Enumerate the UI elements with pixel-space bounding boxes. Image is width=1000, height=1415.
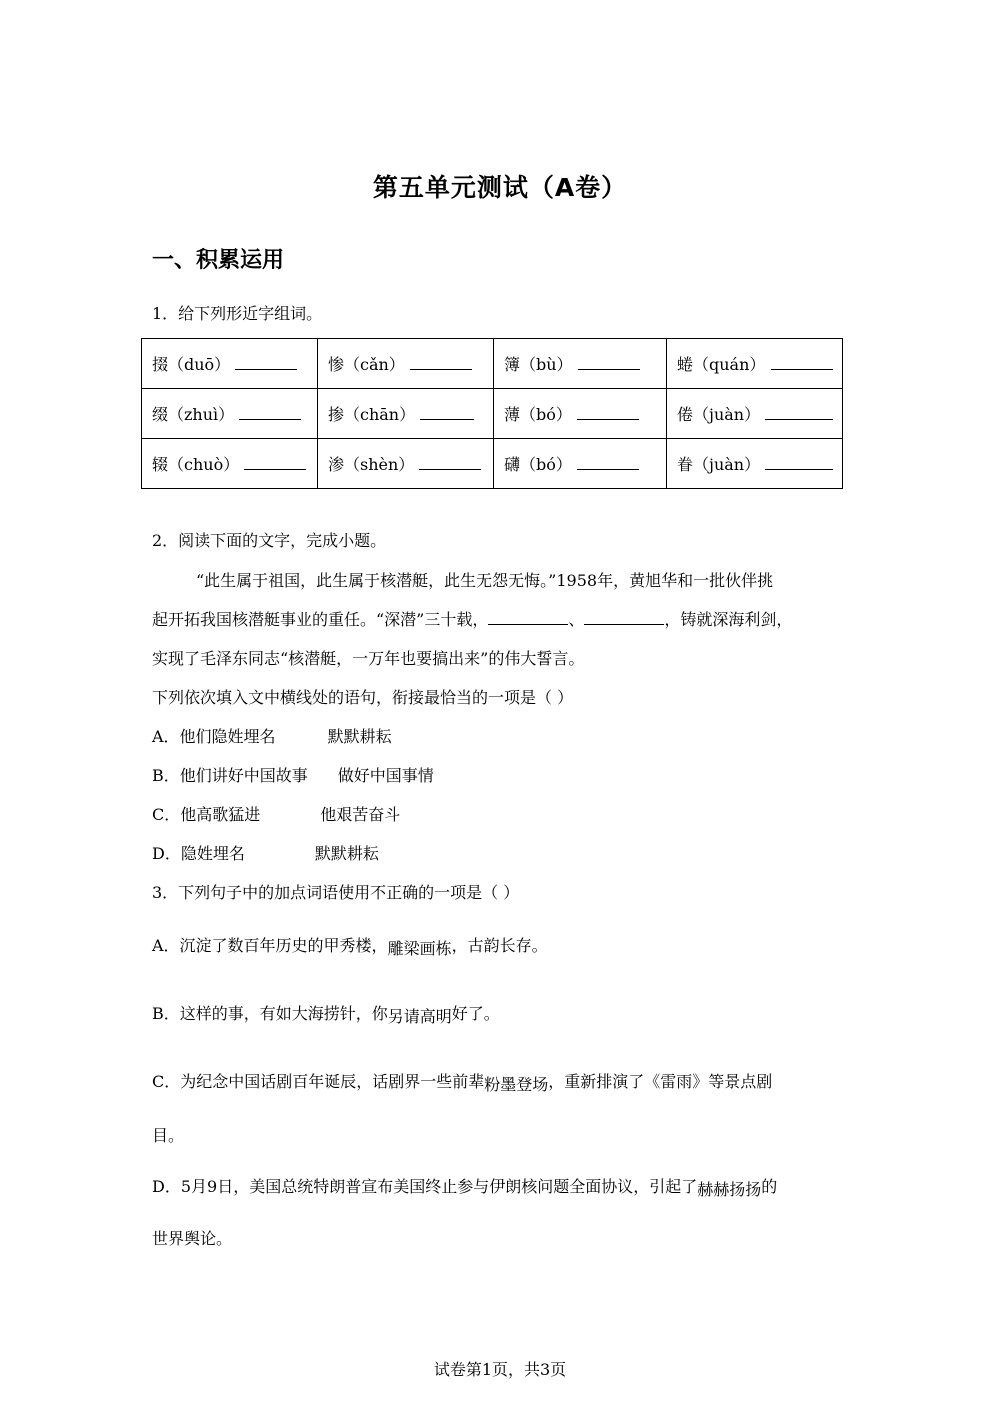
q3-option-b[interactable]: B．这样的事，有如大海捞针，你另请高明好了。 xyxy=(152,1004,500,1026)
table-row xyxy=(142,339,843,389)
dotted-word: 雕梁画栋 xyxy=(387,939,452,958)
question-2-stem: 下列依次填入文中横线处的语句，衔接最恰当的一项是（ ） xyxy=(152,688,574,707)
table-cell: 缀（zhuì） xyxy=(142,389,318,439)
question-3-prompt: 3．下列句子中的加点词语使用不正确的一项是（ ） xyxy=(152,883,520,902)
table-cell: 辍（chuò） xyxy=(142,439,318,489)
question-1-prompt: 1．给下列形近字组词。 xyxy=(152,304,323,323)
page-footer: 试卷第1页，共3页 xyxy=(433,1360,567,1379)
passage-line-2: 起开拓我国核潜艇事业的重任。“深潜”三十载， 、 ，铸就深海利剑， xyxy=(152,610,793,629)
option-d[interactable]: D．隐姓埋名 默默耕耘 xyxy=(152,844,379,863)
document-title: 第五单元测试（A卷） xyxy=(372,173,628,202)
option-b[interactable]: B．他们讲好中国故事 做好中国事情 xyxy=(152,766,434,785)
table-row xyxy=(142,389,843,439)
table-cell: 倦（juàn） xyxy=(667,389,843,439)
table-cell: 薄（bó） xyxy=(494,389,667,439)
table-cell: 掇（duō） xyxy=(142,339,318,389)
table-cell: 掺（chān） xyxy=(318,389,494,439)
question-2-prompt: 2．阅读下面的文字，完成小题。 xyxy=(152,531,387,550)
table-cell: 礴（bó） xyxy=(494,439,667,489)
table-cell: 眷（juàn） xyxy=(667,439,843,489)
section-heading: 一、积累运用 xyxy=(152,248,285,273)
table-cell: 簿（bù） xyxy=(494,339,667,389)
passage-line-1: “此生属于祖国，此生属于核潜艇，此生无怨无悔。”1958年，黄旭华和一批伙伴挑 xyxy=(196,571,774,590)
table-cell: 蜷（quán） xyxy=(667,339,843,389)
q3-option-c[interactable]: C．为纪念中国话剧百年诞辰，话剧界一些前辈粉墨登场，重新排演了《雷雨》等景点剧 xyxy=(152,1072,773,1094)
passage-line-3: 实现了毛泽东同志“核潜艇，一万年也要搞出来”的伟大誓言。 xyxy=(152,649,585,668)
table-row xyxy=(142,439,843,489)
option-c[interactable]: C．他高歌猛进 他艰苦奋斗 xyxy=(152,805,401,824)
dotted-word: 另请高明 xyxy=(387,1007,452,1026)
q3-option-a[interactable]: A．沉淀了数百年历史的甲秀楼，雕梁画栋，古韵长存。 xyxy=(152,936,548,958)
dotted-word: 赫赫扬扬 xyxy=(697,1180,762,1199)
option-a[interactable]: A．他们隐姓埋名 默默耕耘 xyxy=(152,727,392,746)
table-cell: 惨（cǎn） xyxy=(318,339,494,389)
q3-option-c-continued: 目。 xyxy=(152,1126,185,1145)
q3-option-d[interactable]: D．5月9日，美国总统特朗普宣布美国终止参与伊朗核问题全面协议，引起了赫赫扬扬的 xyxy=(152,1177,778,1199)
word-table xyxy=(141,338,843,489)
table-cell: 渗（shèn） xyxy=(318,439,494,489)
q3-option-d-continued: 世界舆论。 xyxy=(152,1229,233,1248)
dotted-word: 粉墨登场 xyxy=(484,1075,549,1094)
